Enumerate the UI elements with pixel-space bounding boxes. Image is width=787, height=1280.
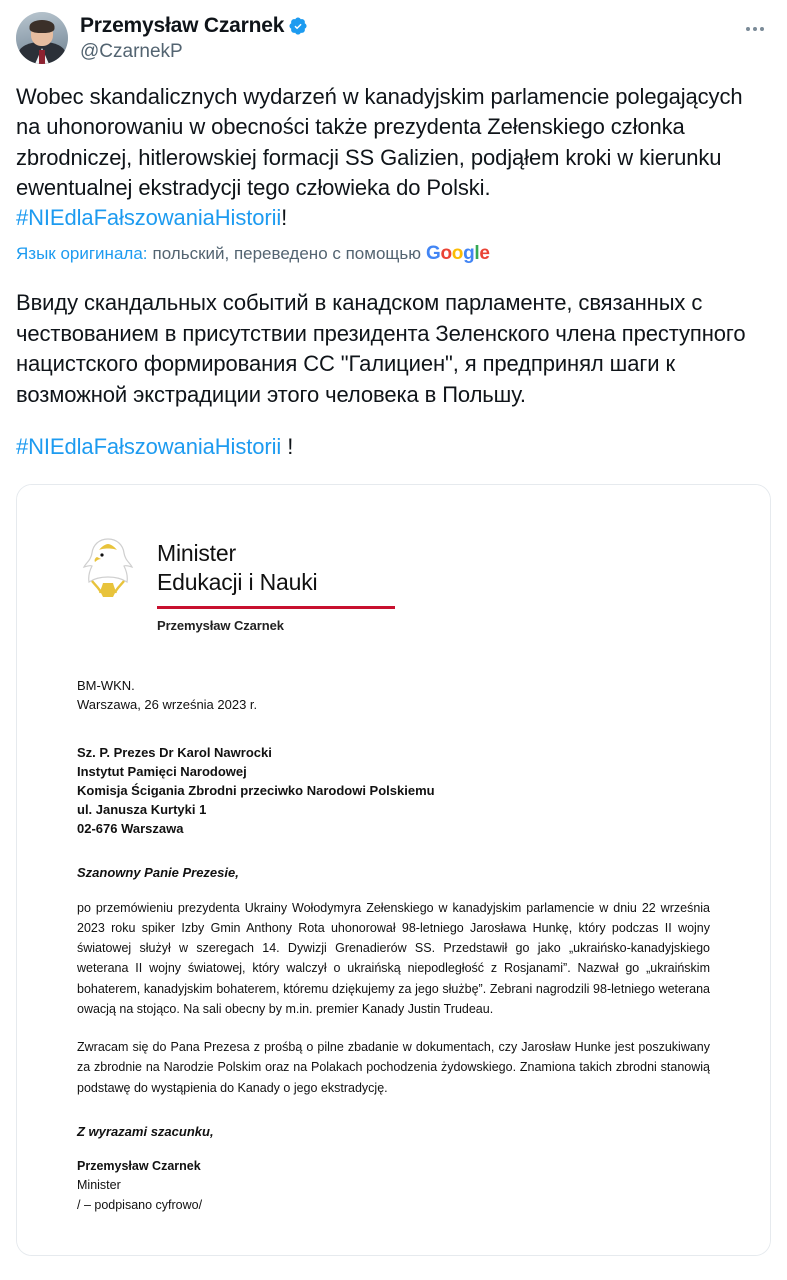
letter-document [17, 485, 770, 1255]
letter-place-date: Warszawa, 26 września 2023 r. [77, 696, 258, 712]
tweet-translated-paragraph: Ввиду скандальных событий в канадском парламенте, связанных с чествованием в присутствии президента Зеленского члена преступного нацистского формирования СС "Галициен", я предпринял шаги к возможной экстрадиции этого человека в Польшу. [16, 290, 746, 407]
polish-eagle-emblem-icon [77, 533, 139, 603]
display-name-row [80, 13, 308, 38]
letter-letterhead [77, 533, 710, 633]
dot [746, 27, 750, 31]
letter-salutation: Szanowny Panie Prezesie, [77, 864, 239, 880]
tweet-media-card[interactable] [16, 484, 771, 1256]
signature-note: / – podpisano cyfrowo/ [77, 1197, 203, 1212]
google-logo [426, 242, 490, 267]
addressee-line-5: 02-676 Warszawa [77, 820, 184, 836]
tweet-text-original [16, 82, 771, 234]
translation-source-text: польский, переведено с помощью [152, 244, 421, 264]
addressee-line-1: Sz. P. Prezes Dr Karol Nawrocki [77, 745, 272, 761]
avatar[interactable] [16, 12, 68, 64]
account-handle[interactable]: @CzarnekP [80, 41, 183, 63]
hashtag-suffix-translated: ! [287, 433, 294, 459]
red-divider [157, 606, 395, 609]
dot [753, 27, 757, 31]
hashtag-link-translated[interactable]: #NIEdlaFałszowaniaHistorii [16, 433, 282, 459]
tweet-translated-hashtag-line [16, 432, 771, 462]
dot [760, 27, 764, 31]
letter-reference-block [77, 677, 710, 715]
verified-badge-icon [288, 16, 308, 36]
letter-reference: BM-WKN. [77, 677, 135, 693]
tweet-text-translated [16, 288, 771, 462]
hashtag-link[interactable]: #NIEdlaFałszowaniaHistorii [16, 205, 282, 231]
letter-paragraph-2: Zwracam się do Pana Prezesa z prośbą o pilne zbadanie w dokumentach, czy Jarosław Hunke jest poszukiwany za zbrodnie na Narodzie Polskim oraz na Polakach pochodzenia żydowskiego. Znamiona takich zbrodni stanowią podstawę do wystąpienia do Kanady o jego ekstradycję. [77, 1040, 710, 1095]
ministry-line-2: Edukacji i Nauki [157, 569, 318, 596]
letter-paragraph-1: po przemówieniu prezydenta Ukrainy Wołodymyra Zełenskiego w kanadyjskim parlamencie w dniu 22 września 2023 roku spiker Izby Gmin Anthony Rota uhonorował 98-letniego Jarosława Hunkę, który podczas II wojny światowej służył w szeregach 14. Dywizji Grenadierów SS. Przedstawił go jako „ukraińsko-kanadyjskiego weterana II wojny światowej, który walczył o ukraińską niepodległość z Rosjanami”. Nazwał go „ukraińskim bohaterem, kanadyjskim bohaterem, któremu dziękujemy za jego służbę”. Zebrani nagrodzili 98-letniego weterana owacją na stojąco. Na sali obecny by m.in. premier Kanady Justin Trudeau. [77, 900, 710, 1016]
translation-source-label: Язык оригинала: [16, 244, 148, 264]
letter-signature-block [77, 1157, 710, 1215]
translation-notice [16, 242, 771, 267]
signature-name: Przemysław Czarnek [77, 1158, 201, 1173]
tweet-header [16, 12, 771, 64]
tweet-original-paragraph: Wobec skandalicznych wydarzeń w kanadyjskim parlamencie polegających na uhonorowaniu w obecności także prezydenta Zełenskiego członka zbrodniczej, hitlerowskiej formacji SS Galizien, podjąłem kroki w kierunku ewentualnej ekstradycji tego człowieka do Polski. [16, 84, 743, 201]
google-letter-g: G [426, 242, 441, 264]
google-letter-o2: o [451, 242, 464, 264]
ministry-line-1: Minister [157, 540, 236, 567]
letter-closing: Z wyrazami szacunku, [77, 1123, 214, 1139]
letter-addressee [77, 744, 710, 838]
account-names [80, 12, 308, 64]
addressee-line-2: Instytut Pamięci Narodowej [77, 764, 247, 780]
avatar-tie [39, 50, 45, 64]
minister-name: Przemysław Czarnek [157, 617, 284, 633]
google-letter-e: e [479, 242, 490, 264]
addressee-line-3: Komisja Ścigania Zbrodni przeciwko Narodowi Polskiemu [77, 783, 435, 799]
ministry-title-block [157, 533, 395, 633]
tweet-original-hashtag-line [16, 203, 771, 233]
google-letter-g2: g [463, 242, 475, 264]
hashtag-suffix: ! [281, 205, 288, 231]
more-options-icon[interactable] [741, 18, 769, 40]
google-letter-o1: o [440, 242, 452, 264]
signature-title: Minister [77, 1178, 121, 1193]
display-name[interactable]: Przemysław Czarnek [80, 14, 285, 37]
avatar-hair [30, 20, 55, 33]
google-letter-l: l [474, 242, 480, 264]
addressee-line-4: ul. Janusza Kurtyki 1 [77, 802, 207, 817]
